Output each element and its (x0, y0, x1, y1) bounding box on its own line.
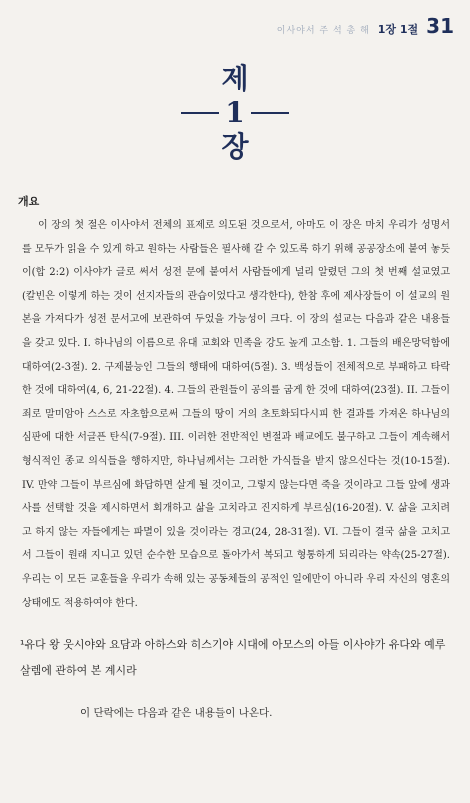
chapter-heading-bottom: 장 (221, 130, 249, 163)
scripture-verse: ¹유다 왕 웃시야와 요담과 아하스와 히스기야 시대에 아모스의 아들 이사야가 유다와 예루살렘에 관하여 본 계시라 (20, 638, 446, 677)
chapter-heading-top: 제 (221, 62, 249, 95)
overview-paragraph: 이 장의 첫 절은 이사야서 전체의 표제로 의도된 것으로서, 아마도 이 장은 마치 우리가 성명서를 모두가 읽을 수 있게 하고 원하는 사람들은 필사해 갈 수 있도록 하기 위해 공공장소에 붙여 놓듯이(합 2:2) 이사야가 글로 써서 성전 문에 붙여서 사람들에게 널리 알렸던 그의 첫 번째 설교였고(칼빈은 이렇게 하는 것이 선지자들의 관습이었다고 생각한다), 한참 후에 제사장들이 이 설교의 원본을 가져다가 성전 문서고에 보관하여 두었을 가능성이 크다. 이 장의 설교는 다음과 같은 내용들을 갖고 있다. I. 하나님의 이름으로 유대 교회와 민족을 강도 높게 고소함. 1. 그들의 배은망덕함에 대하여(2-3절). 2. 구제불능인 그들의 행태에 대하여(5절). 3. 백성들이 전체적으로 부패하고 타락한 것에 대하여(4, 6, 21-22절). 4. 그들의 관원들이 공의를 굽게 한 것에 대하여(23절). II. 그들이 죄로 말미암아 스스로 자초함으로써 그들의 땅이 거의 초토화되다시피 한 결과를 가져온 하나님의 심판에 대한 서글픈 탄식(7-9절). III. 이러한 전반적인 변절과 배교에도 불구하고 그들이 계속해서 형식적인 종교 의식들을 행하지만, 하나님께서는 그러한 가식들을 받지 않으신다는 것(10-15절). IV. 만약 그들이 부르심에 화답하면 살게 될 것이고, 그렇지 않는다면 죽을 것이라고 그들 앞에 생과 사를 선택할 것을 제시하면서 회개하고 삶을 고치라고 진지하게 부르심(16-20절). V. 삶을 고치려고 하지 않는 자들에게는 파멸이 있을 것이라는 경고(24, 28-31절). VI. 그들이 결국 삶을 고치고서 그들이 원래 지니고 있던 순수한 모습으로 돌아가서 복되고 형통하게 되리라는 약속(25-27절). 우리는 이 모든 교훈들을 우리가 속해 있는 공동체들의 공적인 일에만이 아니라 우리 자신의 영혼의 상태에도 적용하여야 한다. (22, 220, 450, 609)
closing-line: 이 단락에는 다음과 같은 내용들이 나온다. (80, 707, 273, 719)
chapter-number: 1 (225, 96, 245, 129)
chapter-heading-number-row (0, 96, 470, 130)
chapter-rule-left (181, 112, 219, 114)
running-head-section: 1장 1절 (377, 23, 419, 36)
chapter-rule-right (251, 112, 289, 114)
section-title: 개요 (18, 195, 40, 208)
page-number: 31 (426, 14, 454, 38)
running-head (277, 14, 454, 38)
chapter-heading (0, 62, 470, 164)
running-head-book: 이사야서 주 석 총 해 (276, 26, 370, 36)
